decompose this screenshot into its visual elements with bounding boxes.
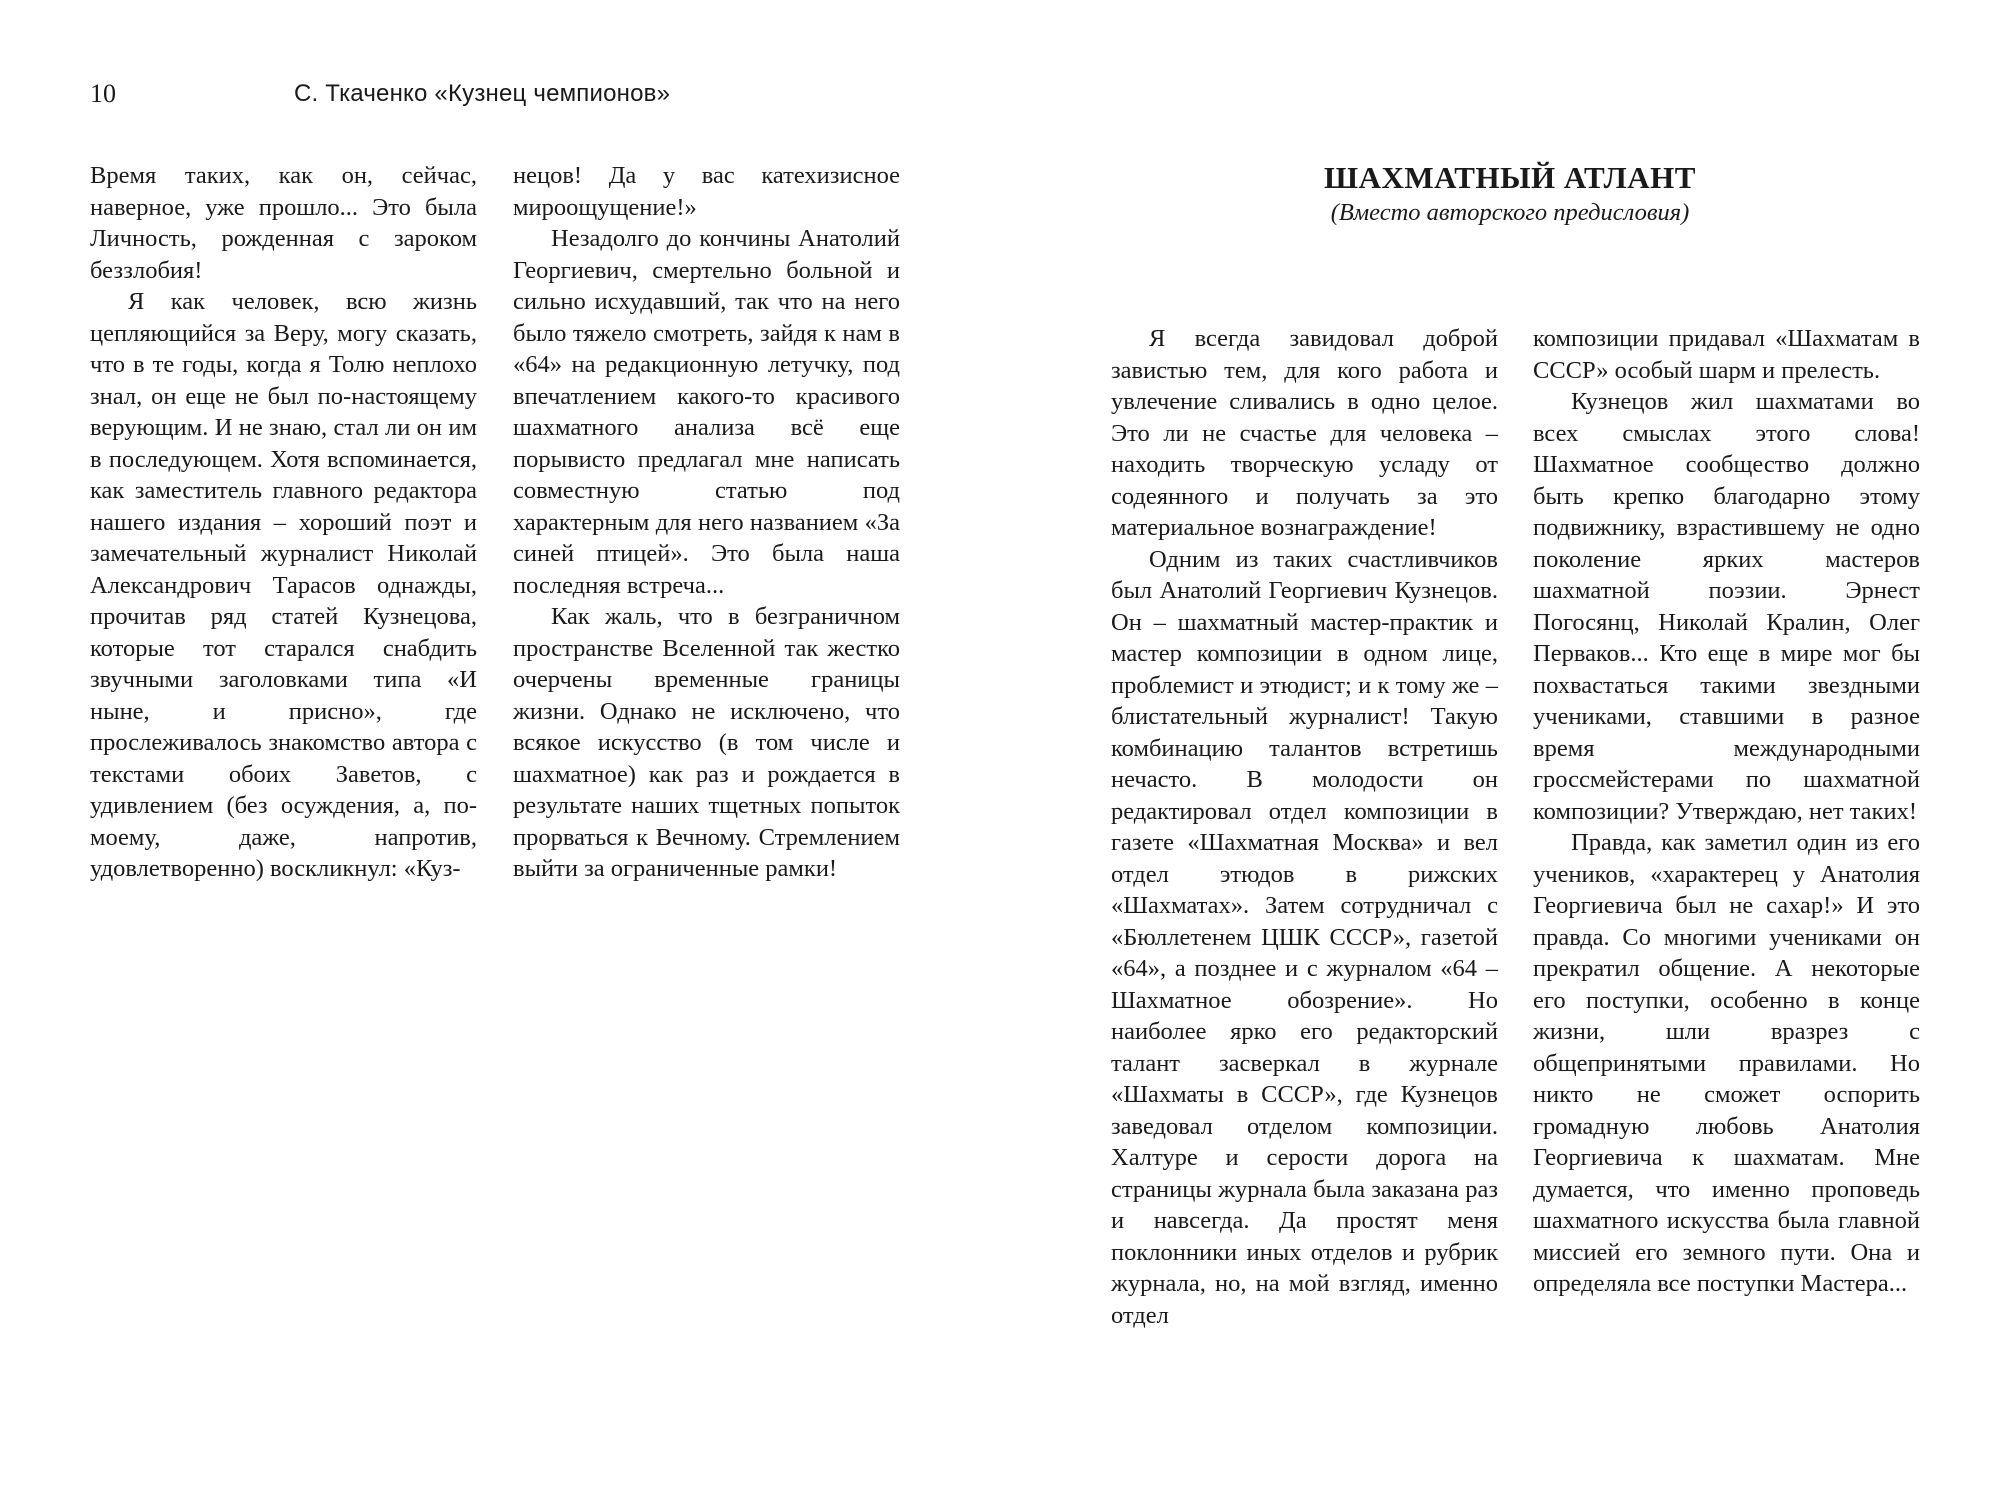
right-column-2 — [1533, 323, 1920, 1300]
paragraph: Кузнецов жил шахматами во всех смыслах этого слова! Шахматное сообщество должно быть крепко благодарно этому подвижнику, взрастившему не одно поколение ярких мастеров шахматной поэзии. Эрнест Погосянц, Николай Кралин, Олег Перваков... Кто еще в мире мог бы похвастаться такими звездными учениками, ставшими в разное время международными гроссмейстерами по шахматной композиции? Утверждаю, нет таких! — [1533, 388, 1920, 825]
paragraph: Как жаль, что в безграничном пространстве Вселенной так жестко очерчены временные границы жизни. Однако не исключено, что всякое искусство (в том числе и шахматное) как раз и рождается в результате наших тщетных попыток прорваться к Вечному. Стремлением выйти за ограниченные рамки! — [513, 603, 900, 882]
running-head: С. Ткаченко «Кузнец чемпионов» — [294, 80, 671, 107]
paragraph: Я всегда завидовал доброй завистью тем, для кого работа и увлечение сливались в одно целое. Это ли не счастье для человека – находить творческую усладу от содеянного и получать за это материальное вознаграждение! — [1111, 325, 1498, 541]
right-column-1 — [1111, 323, 1498, 1331]
paragraph: Правда, как заметил один из его учеников, «характерец у Анатолия Георгиевича был не сахар!» И это правда. Со многими учениками он прекратил общение. А некоторые его поступки, особенно в конце жизни, шли вразрез с общепринятыми правилами. Но никто не сможет оспорить громадную любовь Анатолия Георгиевича к шахматам. Мне думается, что именно проповедь шахматного искусства была главной миссией его земного пути. Она и определяла все поступки Мастера... — [1533, 829, 1920, 1297]
paragraph: Время таких, как он, сейчас, наверное, уже прошло... Это была Личность, рожденная с зароком беззлобия! — [90, 162, 477, 284]
paragraph: Одним из таких счастливчиков был Анатолий Георгиевич Кузнецов. Он – шахматный мастер-практик и мастер композиции в одном лице, проблемист и этюдист; и к тому же – блистательный журналист! Такую комбинацию талантов встретишь нечасто. В молодости он редактировал отдел композиции в газете «Шахматная Москва» и вел отдел этюдов в рижских «Шахматах». Затем сотрудничал с «Бюллетенем ЦШК СССР», газетой «64», а позднее и с журналом «64 – Шахматное обозрение». Но наиболее ярко его редакторский талант засверкал в журнале «Шахматы в СССР», где Кузнецов заведовал отделом композиции. Халтуре и серости дорога на страницы журнала была заказана раз и навсегда. Да простят меня поклонники иных отделов и рубрик журнала, но, на мой взгляд, именно отдел — [1111, 545, 1498, 1329]
page-number: 10 — [90, 79, 116, 108]
chapter-subtitle: (Вместо авторского предисловия) — [1330, 199, 1690, 226]
chapter-title: ШАХМАТНЫЙ АТЛАНТ — [1324, 160, 1696, 195]
paragraph: нецов! Да у вас катехизисное мироощущение!» — [513, 162, 900, 221]
paragraph: композиции придавал «Шахматам в СССР» особый шарм и прелесть. — [1533, 325, 1920, 384]
paragraph: Незадолго до кончины Анатолий Георгиевич, смертельно больной и сильно исхудавший, так что на него было тяжело смотреть, зайдя к нам в «64» на редакционную летучку, под впечатлением какого-то красивого шахматного анализа всё еще порывисто предлагал мне написать совместную статью под характерным для него названием «За синей птицей». Это была наша последняя встреча... — [513, 225, 900, 599]
paragraph: Я как человек, всю жизнь цепляющийся за Веру, могу сказать, что в те годы, когда я Толю неплохо знал, он еще не был по-настоящему верующим. И не знаю, стал ли он им в последующем. Хотя вспоминается, как заместитель главного редактора нашего издания – хороший поэт и замечательный журналист Николай Александрович Тарасов однажды, прочитав ряд статей Кузнецова, которые тот старался снабдить звучными заголовками типа «И ныне, и присно», где прослеживалось знакомство автора с текстами обоих Заветов, с удивлением (без осуждения, а, по-моему, даже, напротив, удовлетворенно) воскликнул: «Куз- — [90, 288, 477, 882]
left-column-1 — [90, 160, 477, 885]
left-column-2 — [513, 160, 900, 885]
